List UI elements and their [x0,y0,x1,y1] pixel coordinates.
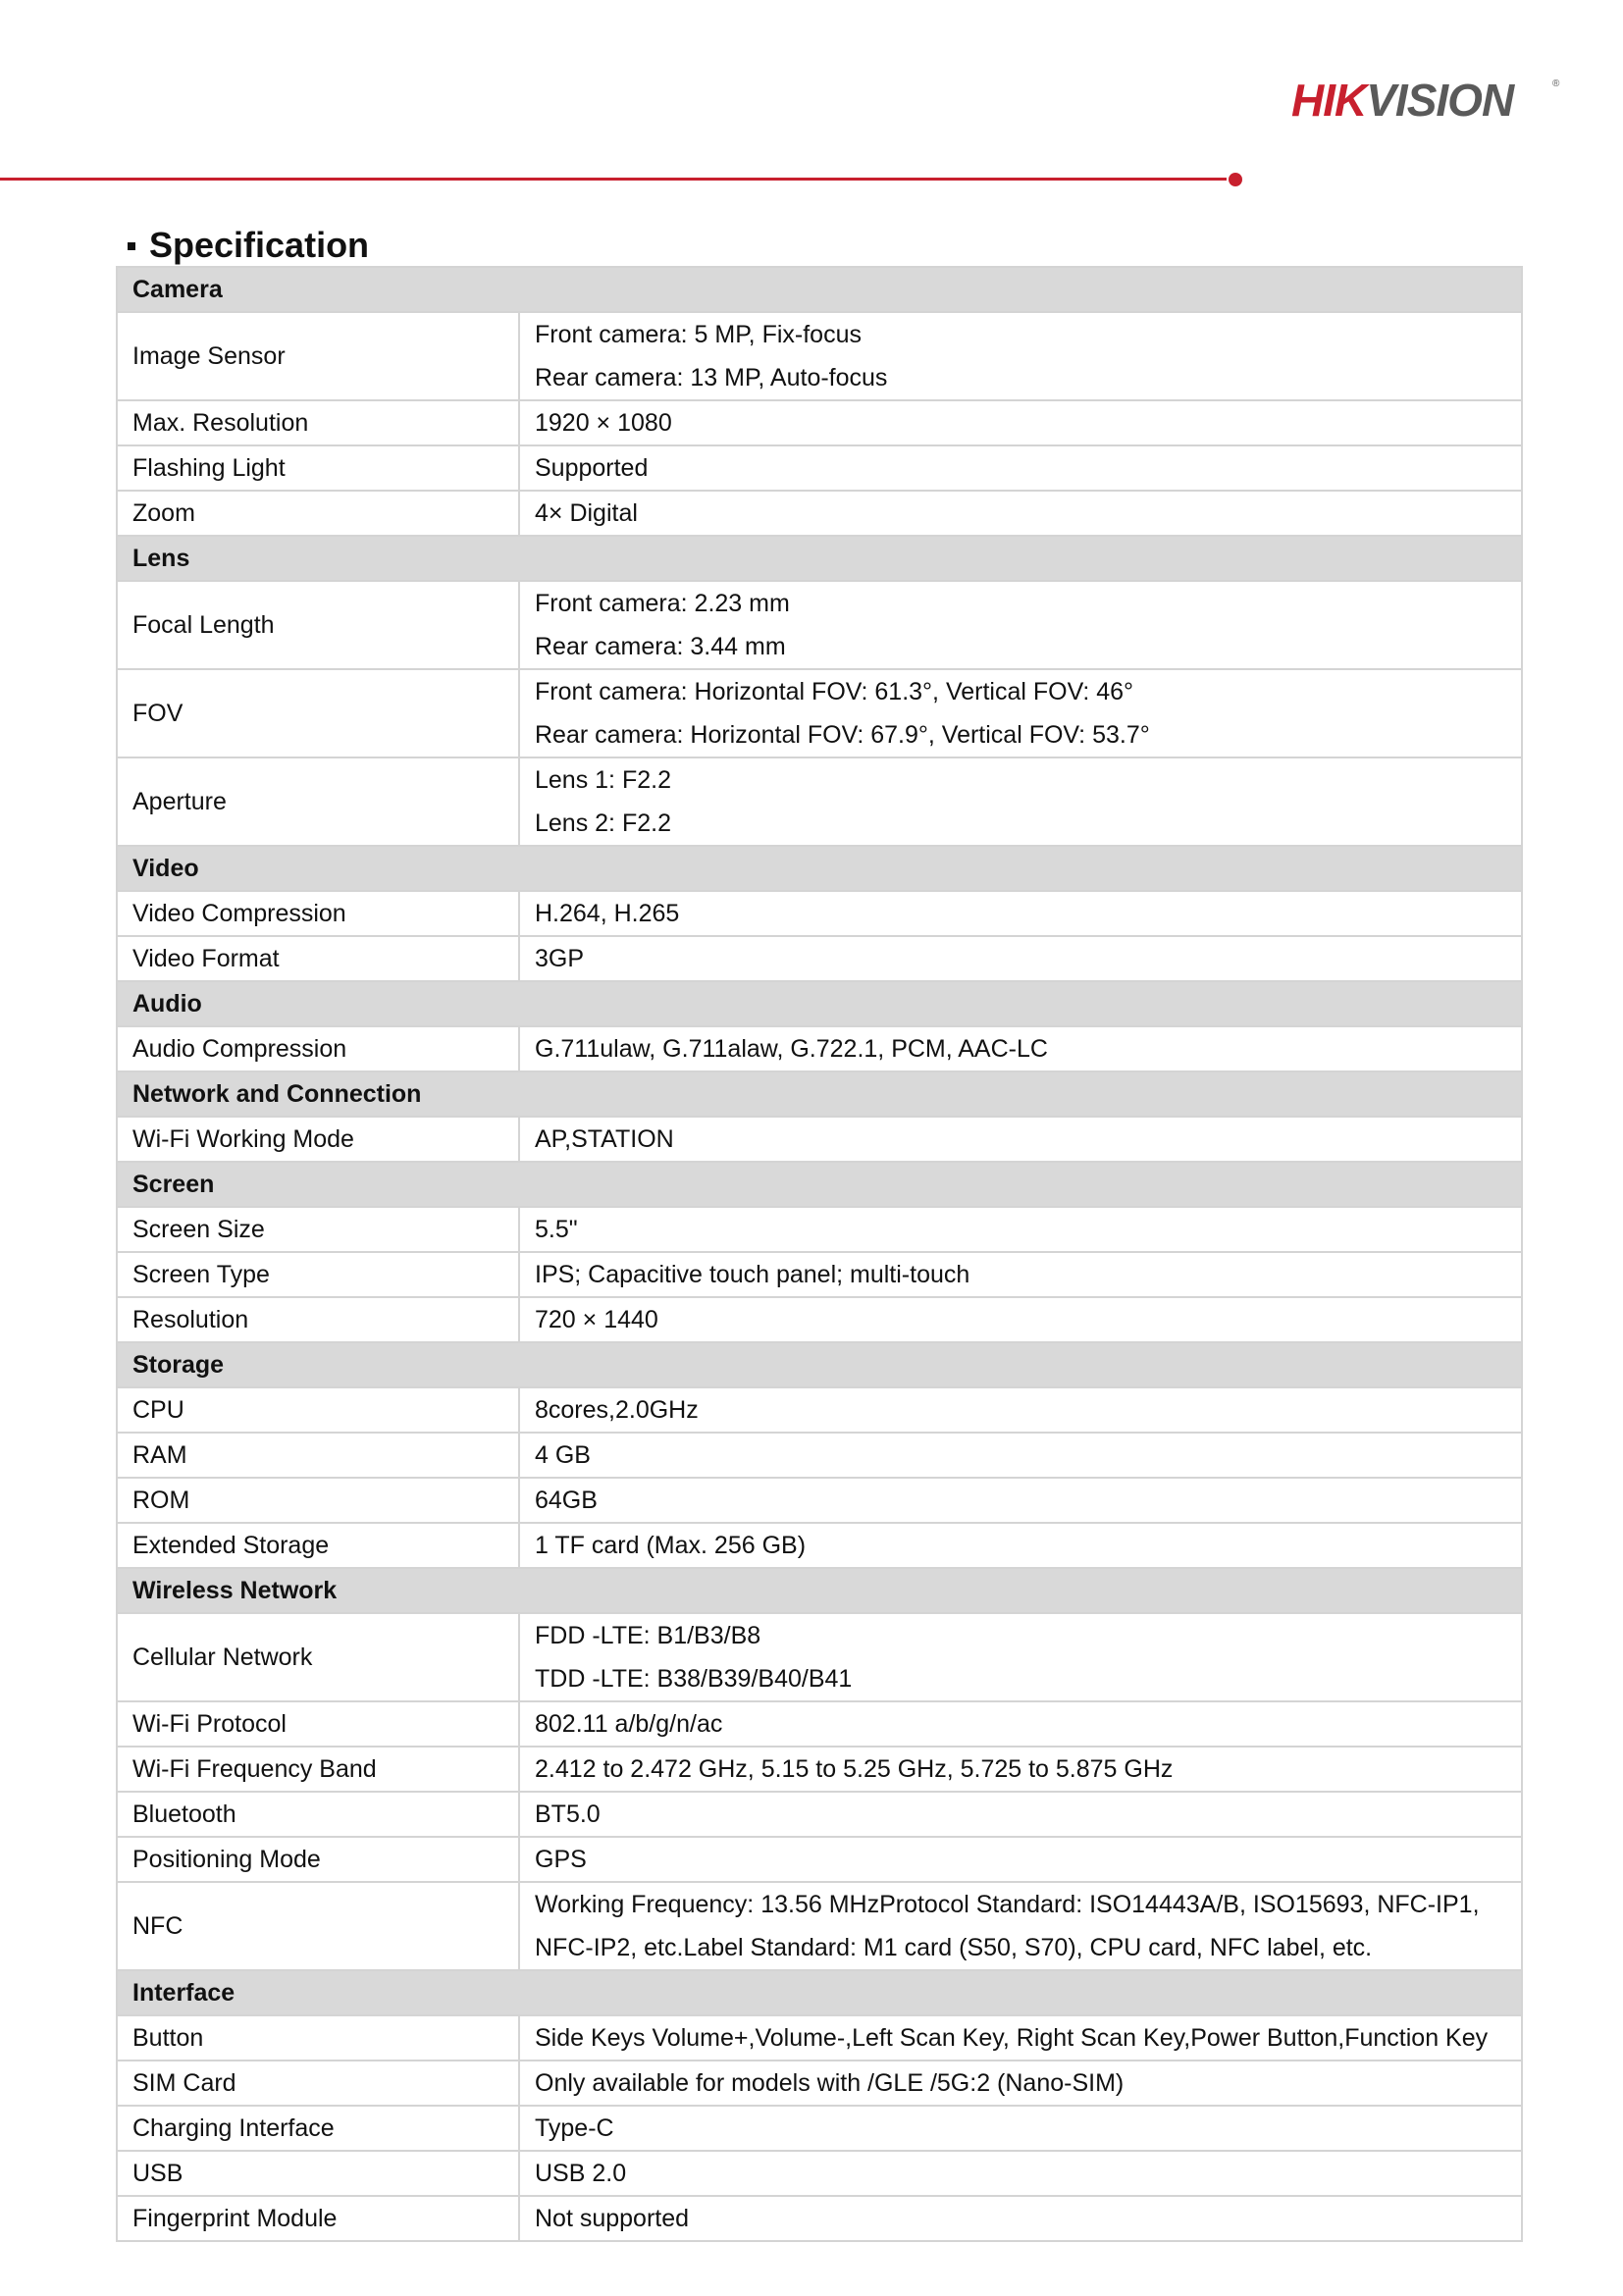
spec-label: Positioning Mode [117,1837,519,1882]
spec-value-line: Lens 1: F2.2 [535,766,671,794]
category-heading: Audio [117,981,1522,1026]
category-heading: Wireless Network [117,1568,1522,1613]
spec-value [519,2196,1522,2241]
spec-value [519,1792,1522,1837]
spec-row [117,1837,1522,1882]
spec-label: Fingerprint Module [117,2196,519,2241]
section-title [128,218,369,273]
spec-row [117,669,1522,757]
spec-row [117,400,1522,445]
spec-label: Zoom [117,491,519,536]
header-rule [0,178,1227,181]
spec-row [117,2015,1522,2061]
spec-value [519,1387,1522,1433]
spec-value-line: FDD -LTE: B1/B3/B8 [535,1622,761,1649]
spec-value-line: USB 2.0 [535,2160,627,2187]
spec-value [519,1433,1522,1478]
spec-row [117,1433,1522,1478]
spec-value [519,1882,1522,1970]
spec-row [117,1026,1522,1071]
spec-value-line: Front camera: 2.23 mm [535,590,790,617]
spec-row [117,1117,1522,1162]
category-row [117,536,1522,581]
spec-value-line: Front camera: 5 MP, Fix-focus [535,321,862,348]
spec-value [519,1701,1522,1747]
spec-label: Wi-Fi Working Mode [117,1117,519,1162]
spec-row [117,2106,1522,2151]
category-heading: Storage [117,1342,1522,1387]
spec-value [519,1613,1522,1701]
spec-label: Max. Resolution [117,400,519,445]
category-heading: Network and Connection [117,1071,1522,1117]
spec-value-line: Lens 2: F2.2 [535,809,671,837]
spec-value-line: Side Keys Volume+,Volume-,Left Scan Key, Right Scan Key,Power Button,Function Key [535,2024,1489,2052]
category-heading: Interface [117,1970,1522,2015]
spec-value-line: 2.412 to 2.472 GHz, 5.15 to 5.25 GHz, 5.725 to 5.875 GHz [535,1755,1174,1783]
spec-row [117,581,1522,669]
category-row [117,1970,1522,2015]
spec-row [117,1297,1522,1342]
spec-row [117,445,1522,491]
spec-value [519,2061,1522,2106]
spec-value-line: BT5.0 [535,1800,601,1828]
category-heading: Lens [117,536,1522,581]
category-heading: Video [117,846,1522,891]
spec-row [117,1747,1522,1792]
spec-value [519,757,1522,846]
spec-row [117,2151,1522,2196]
spec-value-line: IPS; Capacitive touch panel; multi-touch [535,1261,970,1288]
svg-text:®: ® [1552,78,1560,89]
spec-value-line: Only available for models with /GLE /5G:2 (Nano-SIM) [535,2069,1125,2097]
spec-label: Bluetooth [117,1792,519,1837]
category-heading: Screen [117,1162,1522,1207]
spec-row [117,2061,1522,2106]
spec-value-line: 4 GB [535,1441,591,1469]
svg-text:HIKVISION: HIKVISION [1291,75,1514,124]
specification-table [116,266,1523,2242]
spec-value [519,1478,1522,1523]
spec-value [519,1252,1522,1297]
category-row [117,1162,1522,1207]
spec-label: RAM [117,1433,519,1478]
hikvision-logo [1289,73,1564,124]
spec-value-line: Type-C [535,2114,614,2142]
spec-value-line: 64GB [535,1487,598,1514]
spec-label: Button [117,2015,519,2061]
spec-label: Resolution [117,1297,519,1342]
title-bullet [128,242,135,250]
spec-value-line: AP,STATION [535,1125,674,1153]
spec-value-line: GPS [535,1846,587,1873]
spec-label: Extended Storage [117,1523,519,1568]
spec-label: Aperture [117,757,519,846]
spec-label: Wi-Fi Frequency Band [117,1747,519,1792]
spec-value [519,2015,1522,2061]
spec-value-line: G.711ulaw, G.711alaw, G.722.1, PCM, AAC-LC [535,1035,1048,1063]
spec-label: Charging Interface [117,2106,519,2151]
spec-row [117,2196,1522,2241]
category-row [117,981,1522,1026]
spec-value-line: 3GP [535,945,585,972]
spec-label: Audio Compression [117,1026,519,1071]
spec-row [117,1523,1522,1568]
spec-row [117,1207,1522,1252]
spec-label: Video Compression [117,891,519,936]
spec-label: Flashing Light [117,445,519,491]
spec-row [117,936,1522,981]
spec-value-line: Supported [535,454,649,482]
spec-row [117,1701,1522,1747]
spec-row [117,1252,1522,1297]
spec-label: CPU [117,1387,519,1433]
spec-value [519,936,1522,981]
section-title-text: Specification [149,225,370,265]
spec-value-line: TDD -LTE: B38/B39/B40/B41 [535,1665,853,1693]
spec-label: USB [117,2151,519,2196]
category-row [117,1342,1522,1387]
spec-value-line: Front camera: Horizontal FOV: 61.3°, Vertical FOV: 46° [535,678,1134,705]
spec-value-line: 5.5" [535,1216,578,1243]
spec-value [519,1837,1522,1882]
spec-label: FOV [117,669,519,757]
spec-value [519,2151,1522,2196]
spec-label: Image Sensor [117,312,519,400]
spec-row [117,491,1522,536]
spec-value [519,491,1522,536]
spec-value-line: 4× Digital [535,499,638,527]
spec-value-line: Rear camera: 13 MP, Auto-focus [535,364,888,391]
spec-value [519,581,1522,669]
spec-value [519,1747,1522,1792]
spec-value-line: NFC-IP2, etc.Label Standard: M1 card (S50, S70), CPU card, NFC label, etc. [535,1934,1373,1961]
spec-value-line: 720 × 1440 [535,1306,658,1333]
spec-value-line: 8cores,2.0GHz [535,1396,699,1424]
spec-row [117,891,1522,936]
spec-label: ROM [117,1478,519,1523]
spec-row [117,1882,1522,1970]
spec-row [117,1478,1522,1523]
spec-value-line: Rear camera: 3.44 mm [535,633,786,660]
spec-label: SIM Card [117,2061,519,2106]
spec-label: Screen Type [117,1252,519,1297]
spec-row [117,312,1522,400]
spec-value-line: Not supported [535,2205,690,2232]
header-rule-dot [1229,173,1242,186]
spec-label: Wi-Fi Protocol [117,1701,519,1747]
spec-value [519,1026,1522,1071]
spec-row [117,1387,1522,1433]
category-row [117,1568,1522,1613]
spec-label: Focal Length [117,581,519,669]
category-row [117,1071,1522,1117]
spec-label: Screen Size [117,1207,519,1252]
spec-label: Cellular Network [117,1613,519,1701]
spec-value-line: H.264, H.265 [535,900,680,927]
spec-label: Video Format [117,936,519,981]
spec-value [519,400,1522,445]
spec-row [117,1792,1522,1837]
category-row [117,846,1522,891]
spec-value [519,1523,1522,1568]
spec-value [519,312,1522,400]
spec-row [117,757,1522,846]
spec-value-line: Rear camera: Horizontal FOV: 67.9°, Vertical FOV: 53.7° [535,721,1150,749]
spec-value [519,1207,1522,1252]
spec-value [519,891,1522,936]
spec-value [519,669,1522,757]
spec-value [519,2106,1522,2151]
category-row [117,267,1522,312]
spec-value [519,1117,1522,1162]
spec-value-line: Working Frequency: 13.56 MHzProtocol Standard: ISO14443A/B, ISO15693, NFC-IP1, [535,1891,1480,1918]
spec-value-line: 1 TF card (Max. 256 GB) [535,1532,807,1559]
spec-row [117,1613,1522,1701]
spec-value [519,1297,1522,1342]
spec-value [519,445,1522,491]
spec-label: NFC [117,1882,519,1970]
spec-value-line: 802.11 a/b/g/n/ac [535,1710,723,1738]
spec-value-line: 1920 × 1080 [535,409,672,437]
category-heading: Camera [117,267,1522,312]
